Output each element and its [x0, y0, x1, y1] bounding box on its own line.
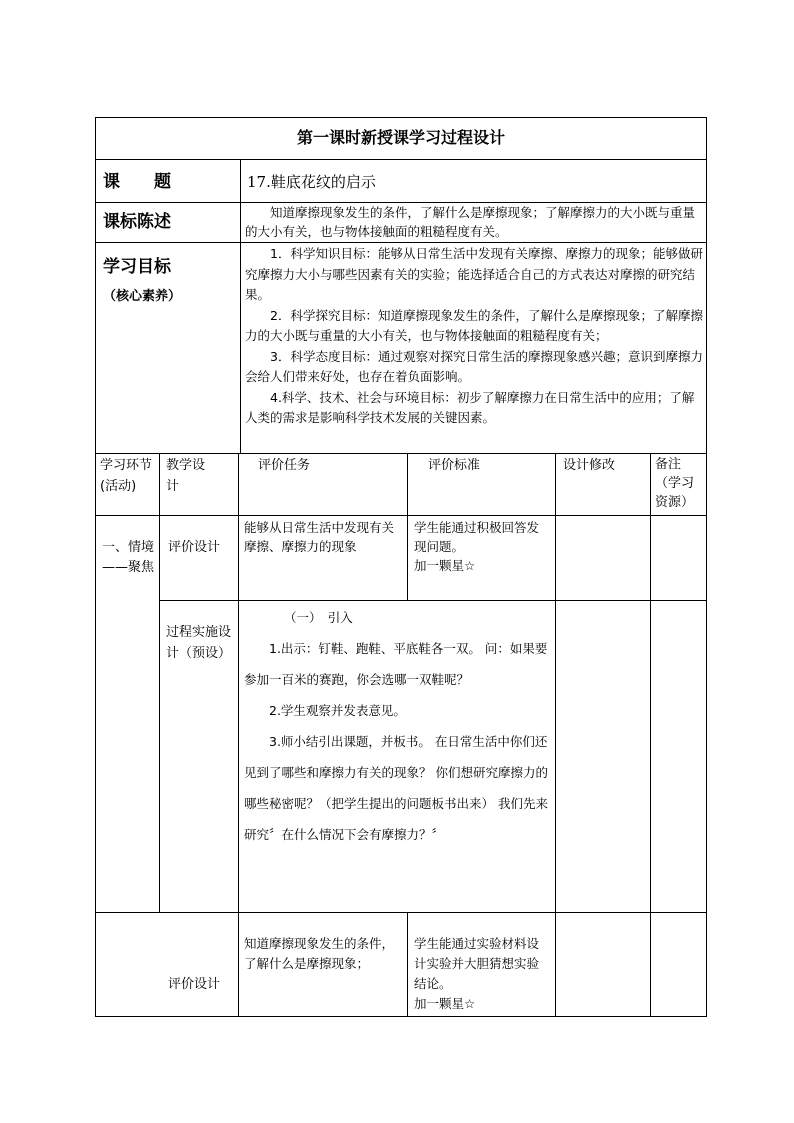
process-label: 过程实施设计（预设） — [166, 625, 232, 661]
table-border — [95, 1016, 707, 1017]
eval-standard-line: 学生能通过实验材料设计实验并大胆猜想实验结论。 — [414, 936, 540, 991]
eval-standard-line: 加一颗星☆ — [414, 558, 476, 573]
table-border — [159, 600, 707, 601]
table-border — [706, 117, 707, 1017]
header-stage: 学习环节(活动) — [100, 458, 153, 494]
header-design: 教学设计 — [166, 458, 206, 494]
standard-text: 知道摩擦现象发生的条件，了解什么是摩擦现象；了解摩擦力的大小既与重量的大小有关，也与物体接触面的粗糙程度有关。 — [245, 205, 696, 239]
table-border — [407, 453, 408, 601]
process-item: 2.学生观察并发表意见。 — [269, 703, 406, 718]
process-heading: （一） 引入 — [284, 610, 353, 625]
topic-label: 课 题 — [103, 172, 171, 192]
table-border — [159, 453, 160, 912]
objectives-label: 学习目标 — [103, 257, 171, 277]
eval-design-label-2: 评价设计 — [168, 977, 221, 992]
objective-item: 1．科学知识目标：能够从日常生活中发现有关摩擦、摩擦力的现象；能够做研究摩擦力大小与哪些因素有关的实验；能选择适合自己的方式表达对摩擦的研究结果。 — [245, 246, 703, 302]
standard-label: 课标陈述 — [103, 212, 171, 232]
header-notes: 备注（学习资源） — [655, 457, 695, 510]
table-border — [238, 453, 239, 1017]
table-border — [95, 515, 707, 516]
process-item: 1.出示：钉鞋、跑鞋、平底鞋各一双。 问：如果要参加一百米的赛跑，你会选哪一双鞋呢？ — [244, 641, 548, 687]
objective-item: 4.科学、技术、社会与环境目标：初步了解摩擦力在日常生活中的应用；了解人类的需求是影响科学技术发展的关键因素。 — [245, 389, 695, 425]
table-border — [95, 912, 707, 913]
header-eval-task: 评价任务 — [258, 458, 311, 473]
stage-label: 一、情境——聚焦 — [102, 540, 155, 575]
topic-value: 17.鞋底花纹的启示 — [247, 173, 376, 191]
header-revision: 设计修改 — [563, 458, 616, 473]
objectives-sublabel: （核心素养） — [103, 289, 182, 304]
process-item: 3.师小结引出课题，并板书。 在日常生活中你们还见到了哪些和摩擦力有关的现象？ 你们想研究摩擦力的哪些秘密呢？（把学生提出的问题板书出来） 我们先来研究〞在什么情况下会有摩擦力？〞 — [244, 734, 548, 842]
table-border — [240, 159, 241, 454]
eval-standard-line: 加一颗星☆ — [414, 996, 476, 1011]
table-border — [95, 117, 96, 1017]
eval-standard-text-2 — [414, 934, 542, 1014]
objective-item: 2．科学探究目标：知道摩擦现象发生的条件，了解什么是摩擦现象；了解摩擦力的大小既与重量的大小有关，也与物体接触面的粗糙程度有关； — [245, 307, 703, 343]
table-border — [407, 912, 408, 1017]
eval-task-text: 能够从日常生活中发现有关摩擦、摩擦力的现象 — [244, 520, 395, 554]
table-border — [555, 453, 556, 1017]
objectives-list — [245, 244, 703, 452]
process-content — [244, 602, 550, 902]
objective-item: 3．科学态度目标：通过观察对探究日常生活的摩擦现象感兴趣；意识到摩擦力会给人们带来好处，也存在着负面影响。 — [245, 348, 703, 384]
header-eval-standard: 评价标准 — [428, 458, 481, 473]
table-border — [95, 453, 707, 454]
table-border — [650, 453, 651, 1017]
eval-design-label: 评价设计 — [168, 540, 221, 555]
document-title: 第一课时新授课学习过程设计 — [296, 128, 505, 147]
table-border — [95, 242, 707, 243]
eval-task-text-2: 知道摩擦现象发生的条件，了解什么是摩擦现象； — [244, 936, 395, 971]
table-border — [95, 159, 707, 160]
eval-standard-text — [414, 518, 542, 576]
eval-standard-line: 学生能通过积极回答发现问题。 — [414, 520, 540, 554]
